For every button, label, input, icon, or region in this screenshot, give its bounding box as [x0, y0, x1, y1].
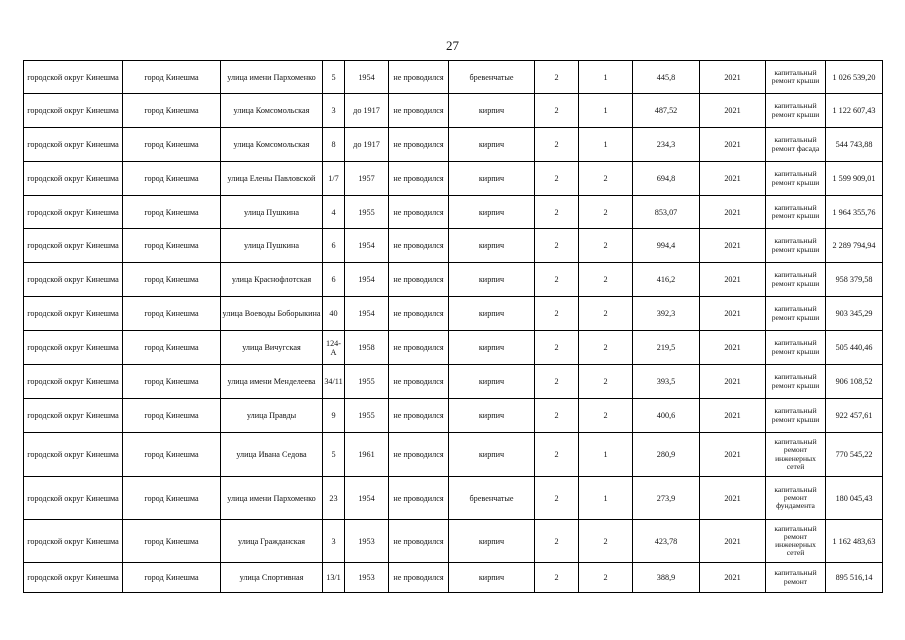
wall-material-cell: кирпич	[449, 229, 535, 263]
wall-material-cell: кирпич	[449, 263, 535, 297]
plan-year-cell: 2021	[700, 263, 766, 297]
plan-year-cell: 2021	[700, 229, 766, 263]
house-number-cell: 3	[323, 520, 345, 563]
entrances-cell: 1	[579, 128, 633, 162]
plan-year-cell: 2021	[700, 477, 766, 520]
house-number-cell: 23	[323, 477, 345, 520]
district-cell: городской округ Кинешма	[24, 477, 123, 520]
district-cell: городской округ Кинешма	[24, 520, 123, 563]
area-cell: 853,07	[633, 196, 700, 229]
city-cell: город Кинешма	[123, 94, 221, 128]
floors-cell: 2	[535, 61, 579, 94]
floors-cell: 2	[535, 331, 579, 365]
entrances-cell: 2	[579, 263, 633, 297]
area-cell: 393,5	[633, 365, 700, 399]
street-cell: улица имени Пархоменко	[221, 61, 323, 94]
plan-year-cell: 2021	[700, 331, 766, 365]
wall-material-cell: бревенчатые	[449, 477, 535, 520]
page-number: 27	[446, 38, 459, 53]
entrances-cell: 2	[579, 520, 633, 563]
build-year-cell: 1955	[345, 365, 389, 399]
build-year-cell: до 1917	[345, 94, 389, 128]
build-year-cell: 1961	[345, 433, 389, 477]
cost-cell: 544 743,88	[826, 128, 883, 162]
build-year-cell: 1955	[345, 399, 389, 433]
wall-material-cell: кирпич	[449, 563, 535, 593]
table-row	[24, 162, 883, 196]
district-cell: городской округ Кинешма	[24, 128, 123, 162]
plan-year-cell: 2021	[700, 61, 766, 94]
house-number-cell: 40	[323, 297, 345, 331]
city-cell: город Кинешма	[123, 229, 221, 263]
privatization-cell: не проводился	[389, 331, 449, 365]
street-cell: улица Вичугская	[221, 331, 323, 365]
plan-year-cell: 2021	[700, 94, 766, 128]
street-cell: улица Комсомольская	[221, 128, 323, 162]
house-number-cell: 6	[323, 229, 345, 263]
district-cell: городской округ Кинешма	[24, 433, 123, 477]
privatization-cell: не проводился	[389, 399, 449, 433]
house-number-cell: 5	[323, 433, 345, 477]
entrances-cell: 2	[579, 331, 633, 365]
table-row	[24, 297, 883, 331]
street-cell: улица Комсомольская	[221, 94, 323, 128]
wall-material-cell: кирпич	[449, 433, 535, 477]
area-cell: 416,2	[633, 263, 700, 297]
area-cell: 219,5	[633, 331, 700, 365]
floors-cell: 2	[535, 128, 579, 162]
table-row	[24, 331, 883, 365]
build-year-cell: 1953	[345, 563, 389, 593]
district-cell: городской округ Кинешма	[24, 297, 123, 331]
city-cell: город Кинешма	[123, 128, 221, 162]
street-cell: улица Елены Павловской	[221, 162, 323, 196]
district-cell: городской округ Кинешма	[24, 162, 123, 196]
floors-cell: 2	[535, 433, 579, 477]
house-number-cell: 3	[323, 94, 345, 128]
work-type-cell: капитальный ремонт крыши	[766, 61, 826, 94]
work-type-cell: капитальный ремонт крыши	[766, 196, 826, 229]
wall-material-cell: кирпич	[449, 94, 535, 128]
table-row	[24, 263, 883, 297]
table-row	[24, 563, 883, 593]
street-cell: улица Воеводы Боборыкина	[221, 297, 323, 331]
district-cell: городской округ Кинешма	[24, 563, 123, 593]
entrances-cell: 1	[579, 477, 633, 520]
plan-year-cell: 2021	[700, 399, 766, 433]
street-cell: улица имени Пархоменко	[221, 477, 323, 520]
table-row	[24, 61, 883, 94]
house-number-cell: 9	[323, 399, 345, 433]
table-row	[24, 196, 883, 229]
privatization-cell: не проводился	[389, 477, 449, 520]
entrances-cell: 2	[579, 162, 633, 196]
entrances-cell: 2	[579, 297, 633, 331]
house-number-cell: 124-А	[323, 331, 345, 365]
district-cell: городской округ Кинешма	[24, 365, 123, 399]
area-cell: 392,3	[633, 297, 700, 331]
wall-material-cell: кирпич	[449, 128, 535, 162]
work-type-cell: капитальный ремонт	[766, 563, 826, 593]
build-year-cell: 1957	[345, 162, 389, 196]
district-cell: городской округ Кинешма	[24, 94, 123, 128]
cost-cell: 1 599 909,01	[826, 162, 883, 196]
cost-cell: 922 457,61	[826, 399, 883, 433]
wall-material-cell: кирпич	[449, 520, 535, 563]
cost-cell: 180 045,43	[826, 477, 883, 520]
wall-material-cell: кирпич	[449, 162, 535, 196]
build-year-cell: 1954	[345, 297, 389, 331]
work-type-cell: капитальный ремонт крыши	[766, 365, 826, 399]
city-cell: город Кинешма	[123, 365, 221, 399]
work-type-cell: капитальный ремонт инженерных сетей	[766, 520, 826, 563]
area-cell: 487,52	[633, 94, 700, 128]
floors-cell: 2	[535, 297, 579, 331]
city-cell: город Кинешма	[123, 433, 221, 477]
street-cell: улица Правды	[221, 399, 323, 433]
street-cell: улица Пушкина	[221, 229, 323, 263]
cost-cell: 1 026 539,20	[826, 61, 883, 94]
floors-cell: 2	[535, 162, 579, 196]
house-number-cell: 34/11	[323, 365, 345, 399]
district-cell: городской округ Кинешма	[24, 229, 123, 263]
area-cell: 400,6	[633, 399, 700, 433]
privatization-cell: не проводился	[389, 520, 449, 563]
privatization-cell: не проводился	[389, 433, 449, 477]
privatization-cell: не проводился	[389, 162, 449, 196]
wall-material-cell: кирпич	[449, 196, 535, 229]
area-cell: 423,78	[633, 520, 700, 563]
city-cell: город Кинешма	[123, 162, 221, 196]
plan-year-cell: 2021	[700, 433, 766, 477]
work-type-cell: капитальный ремонт крыши	[766, 162, 826, 196]
table-row	[24, 433, 883, 477]
area-cell: 273,9	[633, 477, 700, 520]
entrances-cell: 2	[579, 399, 633, 433]
floors-cell: 2	[535, 520, 579, 563]
area-cell: 694,8	[633, 162, 700, 196]
plan-year-cell: 2021	[700, 128, 766, 162]
city-cell: город Кинешма	[123, 520, 221, 563]
wall-material-cell: бревенчатые	[449, 61, 535, 94]
wall-material-cell: кирпич	[449, 399, 535, 433]
plan-year-cell: 2021	[700, 563, 766, 593]
cost-cell: 770 545,22	[826, 433, 883, 477]
cost-cell: 2 289 794,94	[826, 229, 883, 263]
street-cell: улица Краснофлотская	[221, 263, 323, 297]
work-type-cell: капитальный ремонт крыши	[766, 297, 826, 331]
floors-cell: 2	[535, 477, 579, 520]
city-cell: город Кинешма	[123, 61, 221, 94]
entrances-cell: 2	[579, 196, 633, 229]
entrances-cell: 1	[579, 94, 633, 128]
city-cell: город Кинешма	[123, 331, 221, 365]
city-cell: город Кинешма	[123, 297, 221, 331]
house-number-cell: 1/7	[323, 162, 345, 196]
cost-cell: 1 162 483,63	[826, 520, 883, 563]
build-year-cell: 1954	[345, 263, 389, 297]
build-year-cell: 1955	[345, 196, 389, 229]
table-row	[24, 520, 883, 563]
floors-cell: 2	[535, 229, 579, 263]
area-cell: 445,8	[633, 61, 700, 94]
house-number-cell: 5	[323, 61, 345, 94]
district-cell: городской округ Кинешма	[24, 61, 123, 94]
floors-cell: 2	[535, 563, 579, 593]
street-cell: улица Спортивная	[221, 563, 323, 593]
area-cell: 234,3	[633, 128, 700, 162]
entrances-cell: 2	[579, 563, 633, 593]
work-type-cell: капитальный ремонт фасада	[766, 128, 826, 162]
privatization-cell: не проводился	[389, 229, 449, 263]
house-number-cell: 4	[323, 196, 345, 229]
cost-cell: 906 108,52	[826, 365, 883, 399]
privatization-cell: не проводился	[389, 128, 449, 162]
build-year-cell: 1954	[345, 477, 389, 520]
floors-cell: 2	[535, 263, 579, 297]
build-year-cell: 1954	[345, 61, 389, 94]
privatization-cell: не проводился	[389, 297, 449, 331]
privatization-cell: не проводился	[389, 61, 449, 94]
street-cell: улица Ивана Седова	[221, 433, 323, 477]
build-year-cell: до 1917	[345, 128, 389, 162]
area-cell: 388,9	[633, 563, 700, 593]
house-number-cell: 13/1	[323, 563, 345, 593]
city-cell: город Кинешма	[123, 477, 221, 520]
entrances-cell: 2	[579, 229, 633, 263]
work-type-cell: капитальный ремонт крыши	[766, 399, 826, 433]
privatization-cell: не проводился	[389, 94, 449, 128]
city-cell: город Кинешма	[123, 196, 221, 229]
district-cell: городской округ Кинешма	[24, 331, 123, 365]
housing-repair-table	[23, 60, 883, 593]
area-cell: 280,9	[633, 433, 700, 477]
district-cell: городской округ Кинешма	[24, 263, 123, 297]
area-cell: 994,4	[633, 229, 700, 263]
table-row	[24, 128, 883, 162]
district-cell: городской округ Кинешма	[24, 196, 123, 229]
plan-year-cell: 2021	[700, 196, 766, 229]
cost-cell: 505 440,46	[826, 331, 883, 365]
work-type-cell: капитальный ремонт крыши	[766, 331, 826, 365]
entrances-cell: 1	[579, 61, 633, 94]
table-row	[24, 229, 883, 263]
plan-year-cell: 2021	[700, 162, 766, 196]
cost-cell: 958 379,58	[826, 263, 883, 297]
street-cell: улица Пушкина	[221, 196, 323, 229]
table-row	[24, 399, 883, 433]
work-type-cell: капитальный ремонт крыши	[766, 94, 826, 128]
floors-cell: 2	[535, 365, 579, 399]
city-cell: город Кинешма	[123, 563, 221, 593]
district-cell: городской округ Кинешма	[24, 399, 123, 433]
plan-year-cell: 2021	[700, 297, 766, 331]
street-cell: улица имени Менделеева	[221, 365, 323, 399]
work-type-cell: капитальный ремонт фундамента	[766, 477, 826, 520]
privatization-cell: не проводился	[389, 563, 449, 593]
cost-cell: 1 122 607,43	[826, 94, 883, 128]
privatization-cell: не проводился	[389, 263, 449, 297]
cost-cell: 895 516,14	[826, 563, 883, 593]
privatization-cell: не проводился	[389, 365, 449, 399]
house-number-cell: 6	[323, 263, 345, 297]
floors-cell: 2	[535, 196, 579, 229]
house-number-cell: 8	[323, 128, 345, 162]
floors-cell: 2	[535, 399, 579, 433]
entrances-cell: 2	[579, 365, 633, 399]
privatization-cell: не проводился	[389, 196, 449, 229]
wall-material-cell: кирпич	[449, 331, 535, 365]
wall-material-cell: кирпич	[449, 297, 535, 331]
cost-cell: 903 345,29	[826, 297, 883, 331]
plan-year-cell: 2021	[700, 520, 766, 563]
build-year-cell: 1953	[345, 520, 389, 563]
cost-cell: 1 964 355,76	[826, 196, 883, 229]
table-row	[24, 365, 883, 399]
floors-cell: 2	[535, 94, 579, 128]
build-year-cell: 1954	[345, 229, 389, 263]
work-type-cell: капитальный ремонт крыши	[766, 263, 826, 297]
work-type-cell: капитальный ремонт инженерных сетей	[766, 433, 826, 477]
table-row	[24, 477, 883, 520]
city-cell: город Кинешма	[123, 399, 221, 433]
wall-material-cell: кирпич	[449, 365, 535, 399]
table-row	[24, 94, 883, 128]
street-cell: улица Гражданская	[221, 520, 323, 563]
build-year-cell: 1958	[345, 331, 389, 365]
plan-year-cell: 2021	[700, 365, 766, 399]
work-type-cell: капитальный ремонт крыши	[766, 229, 826, 263]
entrances-cell: 1	[579, 433, 633, 477]
city-cell: город Кинешма	[123, 263, 221, 297]
